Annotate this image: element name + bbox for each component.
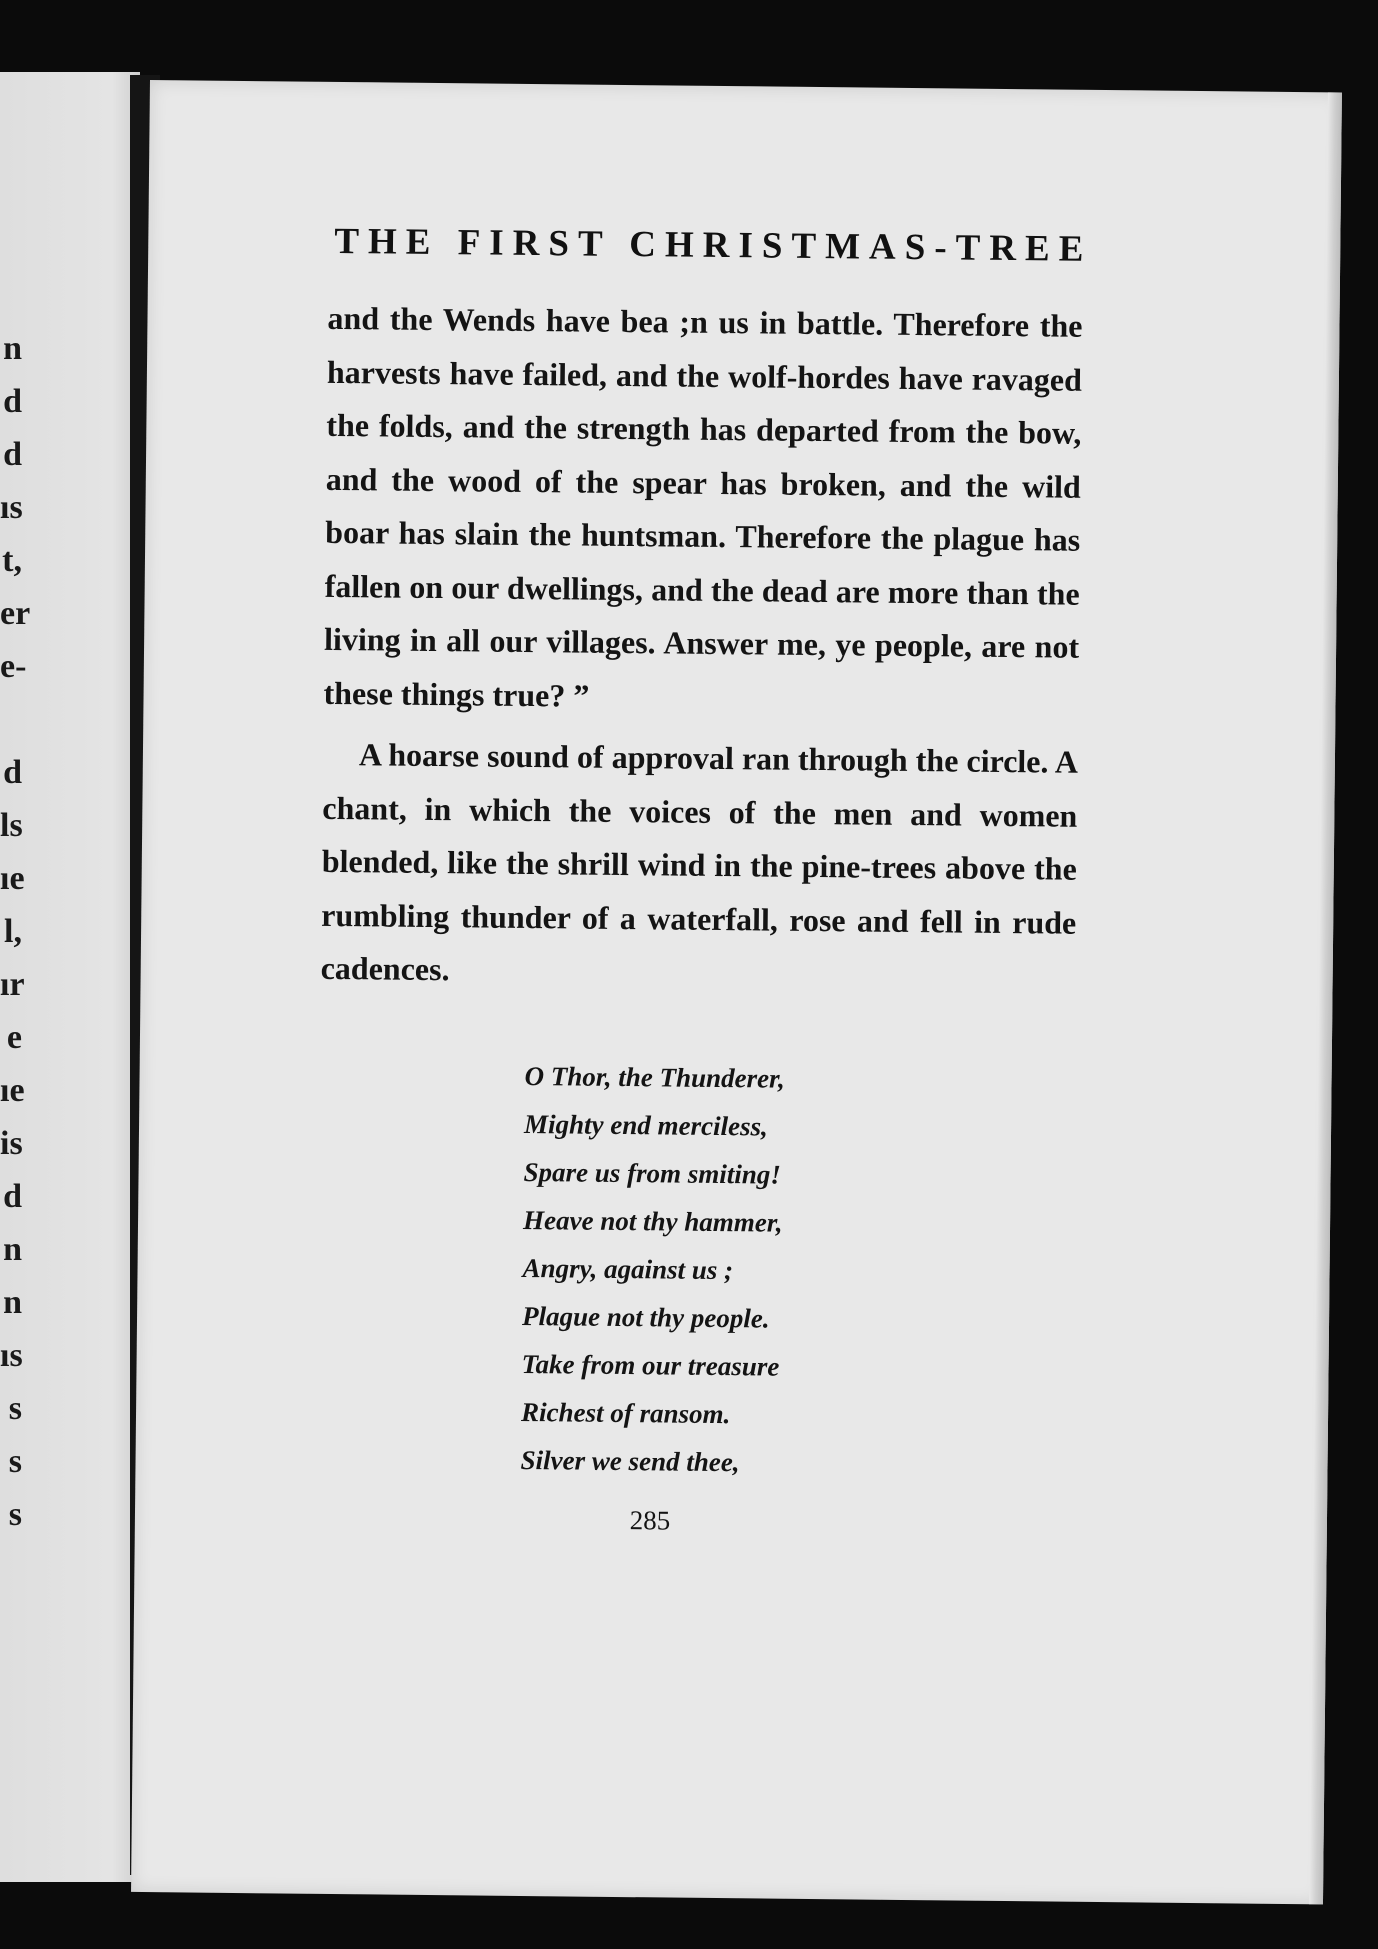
left-edge-fragment: ıe <box>0 1072 25 1109</box>
verse-line: O Thor, the Thunderer, <box>524 1060 786 1094</box>
left-edge-fragment: ıs <box>0 1337 23 1374</box>
verse-line: Plague not thy people. <box>521 1300 770 1334</box>
verse-line: Angry, against us ; <box>522 1252 734 1286</box>
left-edge-fragment: l, <box>4 913 22 950</box>
left-edge-fragment: d <box>3 1178 22 1215</box>
running-head: THE FIRST CHRISTMAS-TREE <box>334 220 1093 270</box>
left-edge-fragment: e- <box>0 648 27 685</box>
verse-line: Spare us from smiting! <box>523 1156 782 1190</box>
left-edge-fragment: d <box>3 436 22 473</box>
left-edge-fragment: ls <box>0 807 23 844</box>
left-edge-fragment: ır <box>0 966 25 1003</box>
left-edge-fragment: s <box>8 1443 22 1480</box>
left-edge-fragment: e <box>6 1019 22 1056</box>
left-edge-fragment: er <box>0 595 31 632</box>
verse-line: Take from our treasure <box>521 1348 780 1382</box>
left-edge-fragment: d <box>3 383 22 420</box>
verse-line: Mighty end merciless, <box>523 1108 768 1142</box>
verse-line: Heave not thy hammer, <box>522 1204 783 1238</box>
left-edge-fragment: n <box>3 330 22 367</box>
left-edge-fragment: n <box>3 1284 22 1321</box>
page-edge <box>1309 92 1342 1904</box>
left-edge-fragment: n <box>3 1231 22 1268</box>
verse-line: Silver we send thee, <box>520 1444 740 1478</box>
page-number: 285 <box>629 1505 671 1536</box>
left-edge-fragment: ıs <box>0 489 23 526</box>
paragraph: A hoarse sound of approval ran through the circle. A chant, in which the voices of the men and women blended, like the shrill wind in the pine-trees above the rumbling thunder of a waterfall, rose and fell in rude cadences. <box>320 736 1079 988</box>
left-edge-fragment <box>0 693 22 746</box>
left-edge-fragment: is <box>0 1125 23 1162</box>
verse-line: Richest of ransom. <box>520 1396 731 1430</box>
left-edge-fragment: t, <box>2 542 22 579</box>
paragraph: and the Wends have bea ;n us in battle. Therefore the harvests have failed, and the wolf-hordes have ravaged the folds, and the strength has departed from the bow, and the wood of the spear has broken, and the wild boar has slain the huntsman. Therefore the plague has fallen on our dwellings, and the dead are more than the living in all our villages. Answer me, ye people, are not these things true? ” <box>323 299 1083 714</box>
left-page-edge-text <box>0 322 31 1541</box>
verse-block <box>520 1052 945 1488</box>
book-page <box>131 80 1342 1904</box>
left-edge-fragment: ıe <box>0 860 25 897</box>
left-edge-fragment: d <box>3 754 22 791</box>
left-edge-fragment: s <box>8 1390 22 1427</box>
body-text <box>320 292 1082 1003</box>
left-edge-fragment: s <box>8 1496 22 1533</box>
left-page <box>0 72 140 1882</box>
